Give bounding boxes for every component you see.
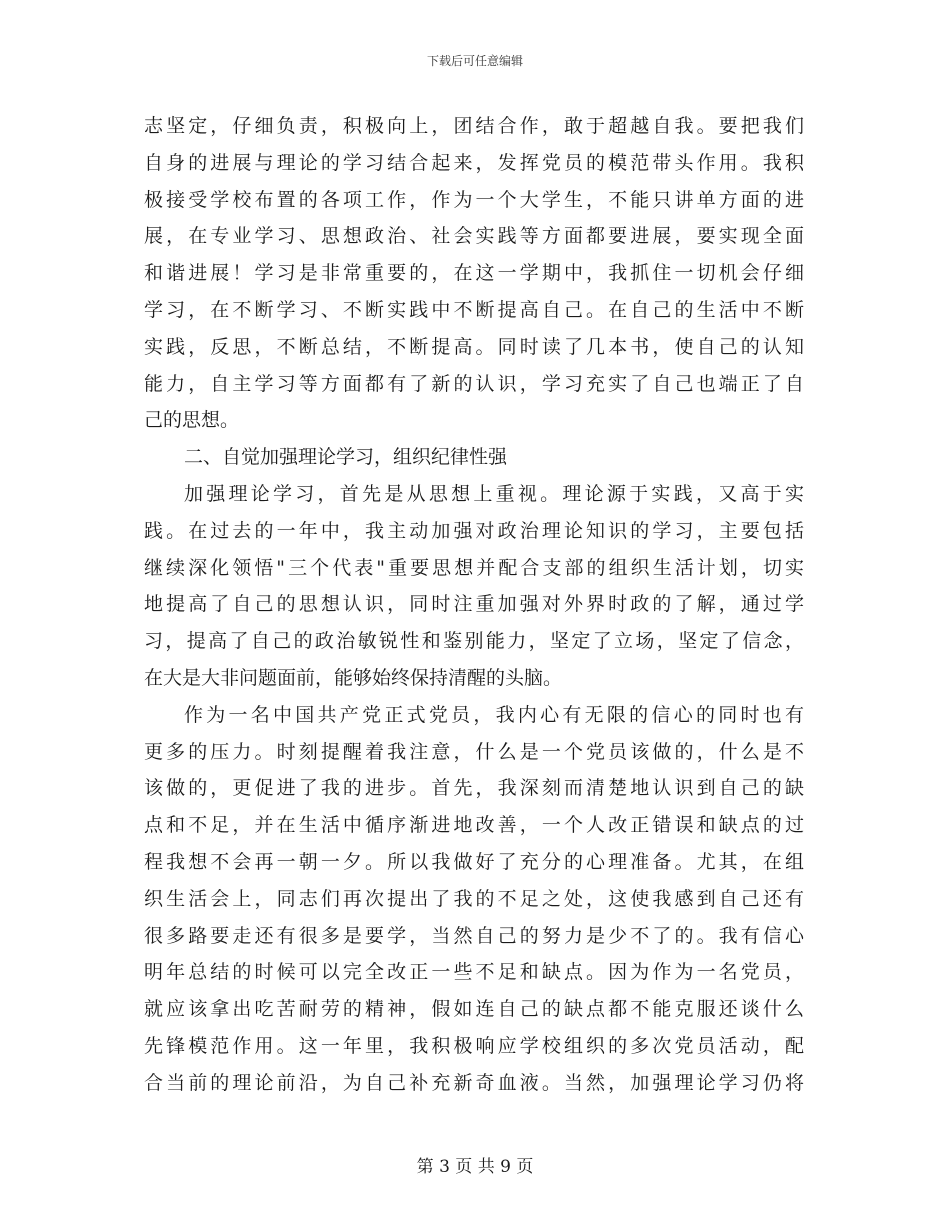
text-line: 先锋模范作用。这一年里，我积极响应学校组织的多次党员活动，配 xyxy=(144,1034,804,1057)
text-line: 织生活会上，同志们再次提出了我的不足之处，这使我感到自己还有 xyxy=(144,887,804,910)
text-line: 自身的进展与理论的学习结合起来，发挥党员的模范带头作用。我积 xyxy=(144,151,804,174)
text-line: 点和不足，并在生活中循序渐进地改善，一个人改正错误和缺点的过 xyxy=(144,814,804,837)
text-line: 很多路要走还有很多是要学，当然自己的努力是少不了的。我有信心 xyxy=(144,924,804,947)
page-footer: 第 3 页 共 9 页 xyxy=(416,1157,534,1177)
text-line: 继续深化领悟"三个代表"重要思想并配合支部的组织生活计划，切实 xyxy=(144,556,804,579)
text-line: 实践，反思，不断总结，不断提高。同时读了几本书，使自己的认知 xyxy=(144,335,804,358)
text-line: 作为一名中国共产党正式党员，我内心有无限的信心的同时也有 xyxy=(184,703,804,726)
text-line: 二、自觉加强理论学习，组织纪律性强 xyxy=(184,446,508,469)
text-line: 就应该拿出吃苦耐劳的精神，假如连自己的缺点都不能克服还谈什么 xyxy=(144,998,804,1021)
text-line: 志坚定，仔细负责，积极向上，团结合作，敢于超越自我。要把我们 xyxy=(144,115,804,137)
text-line: 更多的压力。时刻提醒着我注意，什么是一个党员该做的，什么是不 xyxy=(144,740,804,763)
text-line: 在大是大非问题面前，能够始终保持清醒的头脑。 xyxy=(144,666,563,689)
text-line: 极接受学校布置的各项工作，作为一个大学生，不能只讲单方面的进 xyxy=(144,188,804,211)
text-line: 合当前的理论前沿，为自己补充新奇血液。当然，加强理论学习仍将 xyxy=(144,1071,804,1094)
text-line: 学习，在不断学习、不断实践中不断提高自己。在自己的生活中不断 xyxy=(144,298,804,321)
text-line: 和谐进展！学习是非常重要的，在这一学期中，我抓住一切机会仔细 xyxy=(144,262,804,285)
text-line: 程我想不会再一朝一夕。所以我做好了充分的心理准备。尤其，在组 xyxy=(144,850,804,873)
text-line: 展，在专业学习、思想政治、社会实践等方面都要进展，要实现全面 xyxy=(144,225,804,248)
text-line: 践。在过去的一年中，我主动加强对政治理论知识的学习，主要包括 xyxy=(144,519,804,542)
text-line: 能力，自主学习等方面都有了新的认识，学习充实了自己也端正了自 xyxy=(144,372,804,395)
text-line: 地提高了自己的思想认识，同时注重加强对外界时政的了解，通过学 xyxy=(144,593,804,616)
text-line: 该做的，更促进了我的进步。首先，我深刻而清楚地认识到自己的缺 xyxy=(144,777,804,800)
text-line: 明年总结的时候可以完全改正一些不足和缺点。因为作为一名党员， xyxy=(144,961,804,984)
page-header: 下载后可任意编辑 xyxy=(426,54,523,68)
text-line: 习，提高了自己的政治敏锐性和鉴别能力，坚定了立场，坚定了信念， xyxy=(144,630,804,653)
text-line: 加强理论学习，首先是从思想上重视。理论源于实践，又高于实 xyxy=(184,482,804,505)
text-line: 己的思想。 xyxy=(144,409,240,432)
document-body xyxy=(144,108,804,1102)
